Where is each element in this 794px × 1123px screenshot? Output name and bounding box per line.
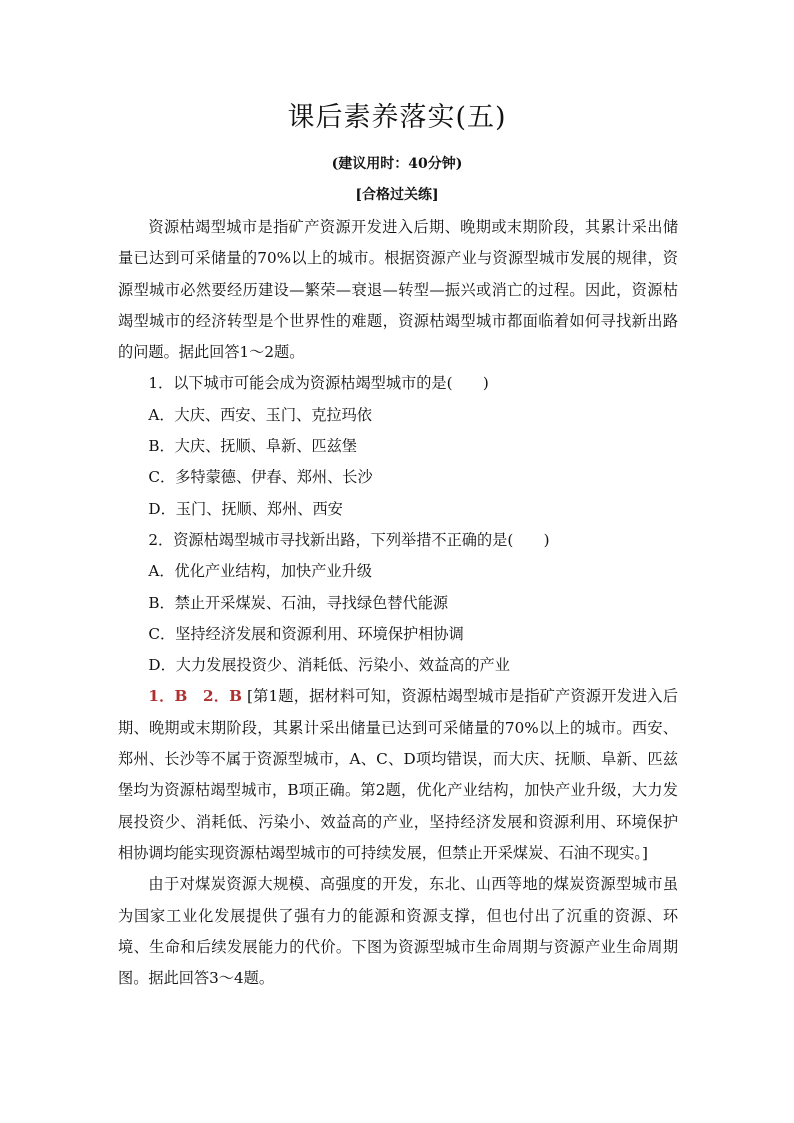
- question-2-option-b: B．禁止开采煤炭、石油，寻找绿色替代能源: [148, 593, 449, 612]
- question-1-stem: 1．以下城市可能会成为资源枯竭型城市的是( ): [148, 374, 489, 393]
- question-2-option-c: C．坚持经济发展和资源利用、环境保护相协调: [148, 624, 464, 643]
- question-1-option-c: C．多特蒙德、伊春、郑州、长沙: [148, 468, 373, 487]
- page-title: 课后素养落实(五): [287, 102, 507, 133]
- question-2-stem: 2．资源枯竭型城市寻找新出路，下列举措不正确的是( ): [148, 530, 550, 549]
- answer-block: [118, 681, 678, 869]
- question-1-option-b: B．大庆、抚顺、阜新、匹兹堡: [148, 437, 357, 456]
- passage-1: 资源枯竭型城市是指矿产资源开发进入后期、晚期或末期阶段，其累计采出储量已达到可采储量的70%以上的城市。根据资源产业与资源型城市发展的规律，资源型城市必然要经历建设—繁荣—衰退—转型—振兴或消亡的过程。因此，资源枯竭型城市的经济转型是个世界性的难题，资源枯竭型城市都面临着如何寻找新出路的问题。据此回答1～2题。: [118, 218, 678, 362]
- question-2-option-a: A．优化产业结构，加快产业升级: [148, 562, 372, 581]
- question-1-option-a: A．大庆、西安、玉门、克拉玛依: [148, 405, 372, 424]
- answer-explanation: [第1题，据材料可知，资源枯竭型城市是指矿产资源开发进入后期、晚期或末期阶段，其累计采出储量已达到可采储量的70%以上的城市。西安、郑州、长沙等不属于资源型城市，A、C、D项均错误，而大庆、抚顺、阜新、匹兹堡均为资源枯竭型城市，B项正确。第2题，优化产业结构，加快产业升级，大力发展投资少、消耗低、污染小、效益高的产业，坚持经济发展和资源利用、环境保护相协调均能实现资源枯竭型城市的可持续发展，但禁止开采煤炭、石油不现实。]: [118, 687, 679, 862]
- question-2-option-d: D．大力发展投资少、消耗低、污染小、效益高的产业: [148, 656, 510, 675]
- passage-2: 由于对煤炭资源大规模、高强度的开发，东北、山西等地的煤炭资源型城市虽为国家工业化发展提供了强有力的能源和资源支撑，但也付出了沉重的资源、环境、生命和后续发展能力的代价。下图为资源型城市生命周期与资源产业生命周期图。据此回答3～4题。: [118, 875, 678, 988]
- time-hint: (建议用时：40分钟): [331, 156, 463, 172]
- question-1-option-d: D．玉门、抚顺、郑州、西安: [148, 499, 343, 518]
- main-content: [118, 212, 678, 994]
- section-heading: [合格过关练]: [355, 187, 439, 203]
- answer-key: 1．B 2．B: [148, 687, 242, 706]
